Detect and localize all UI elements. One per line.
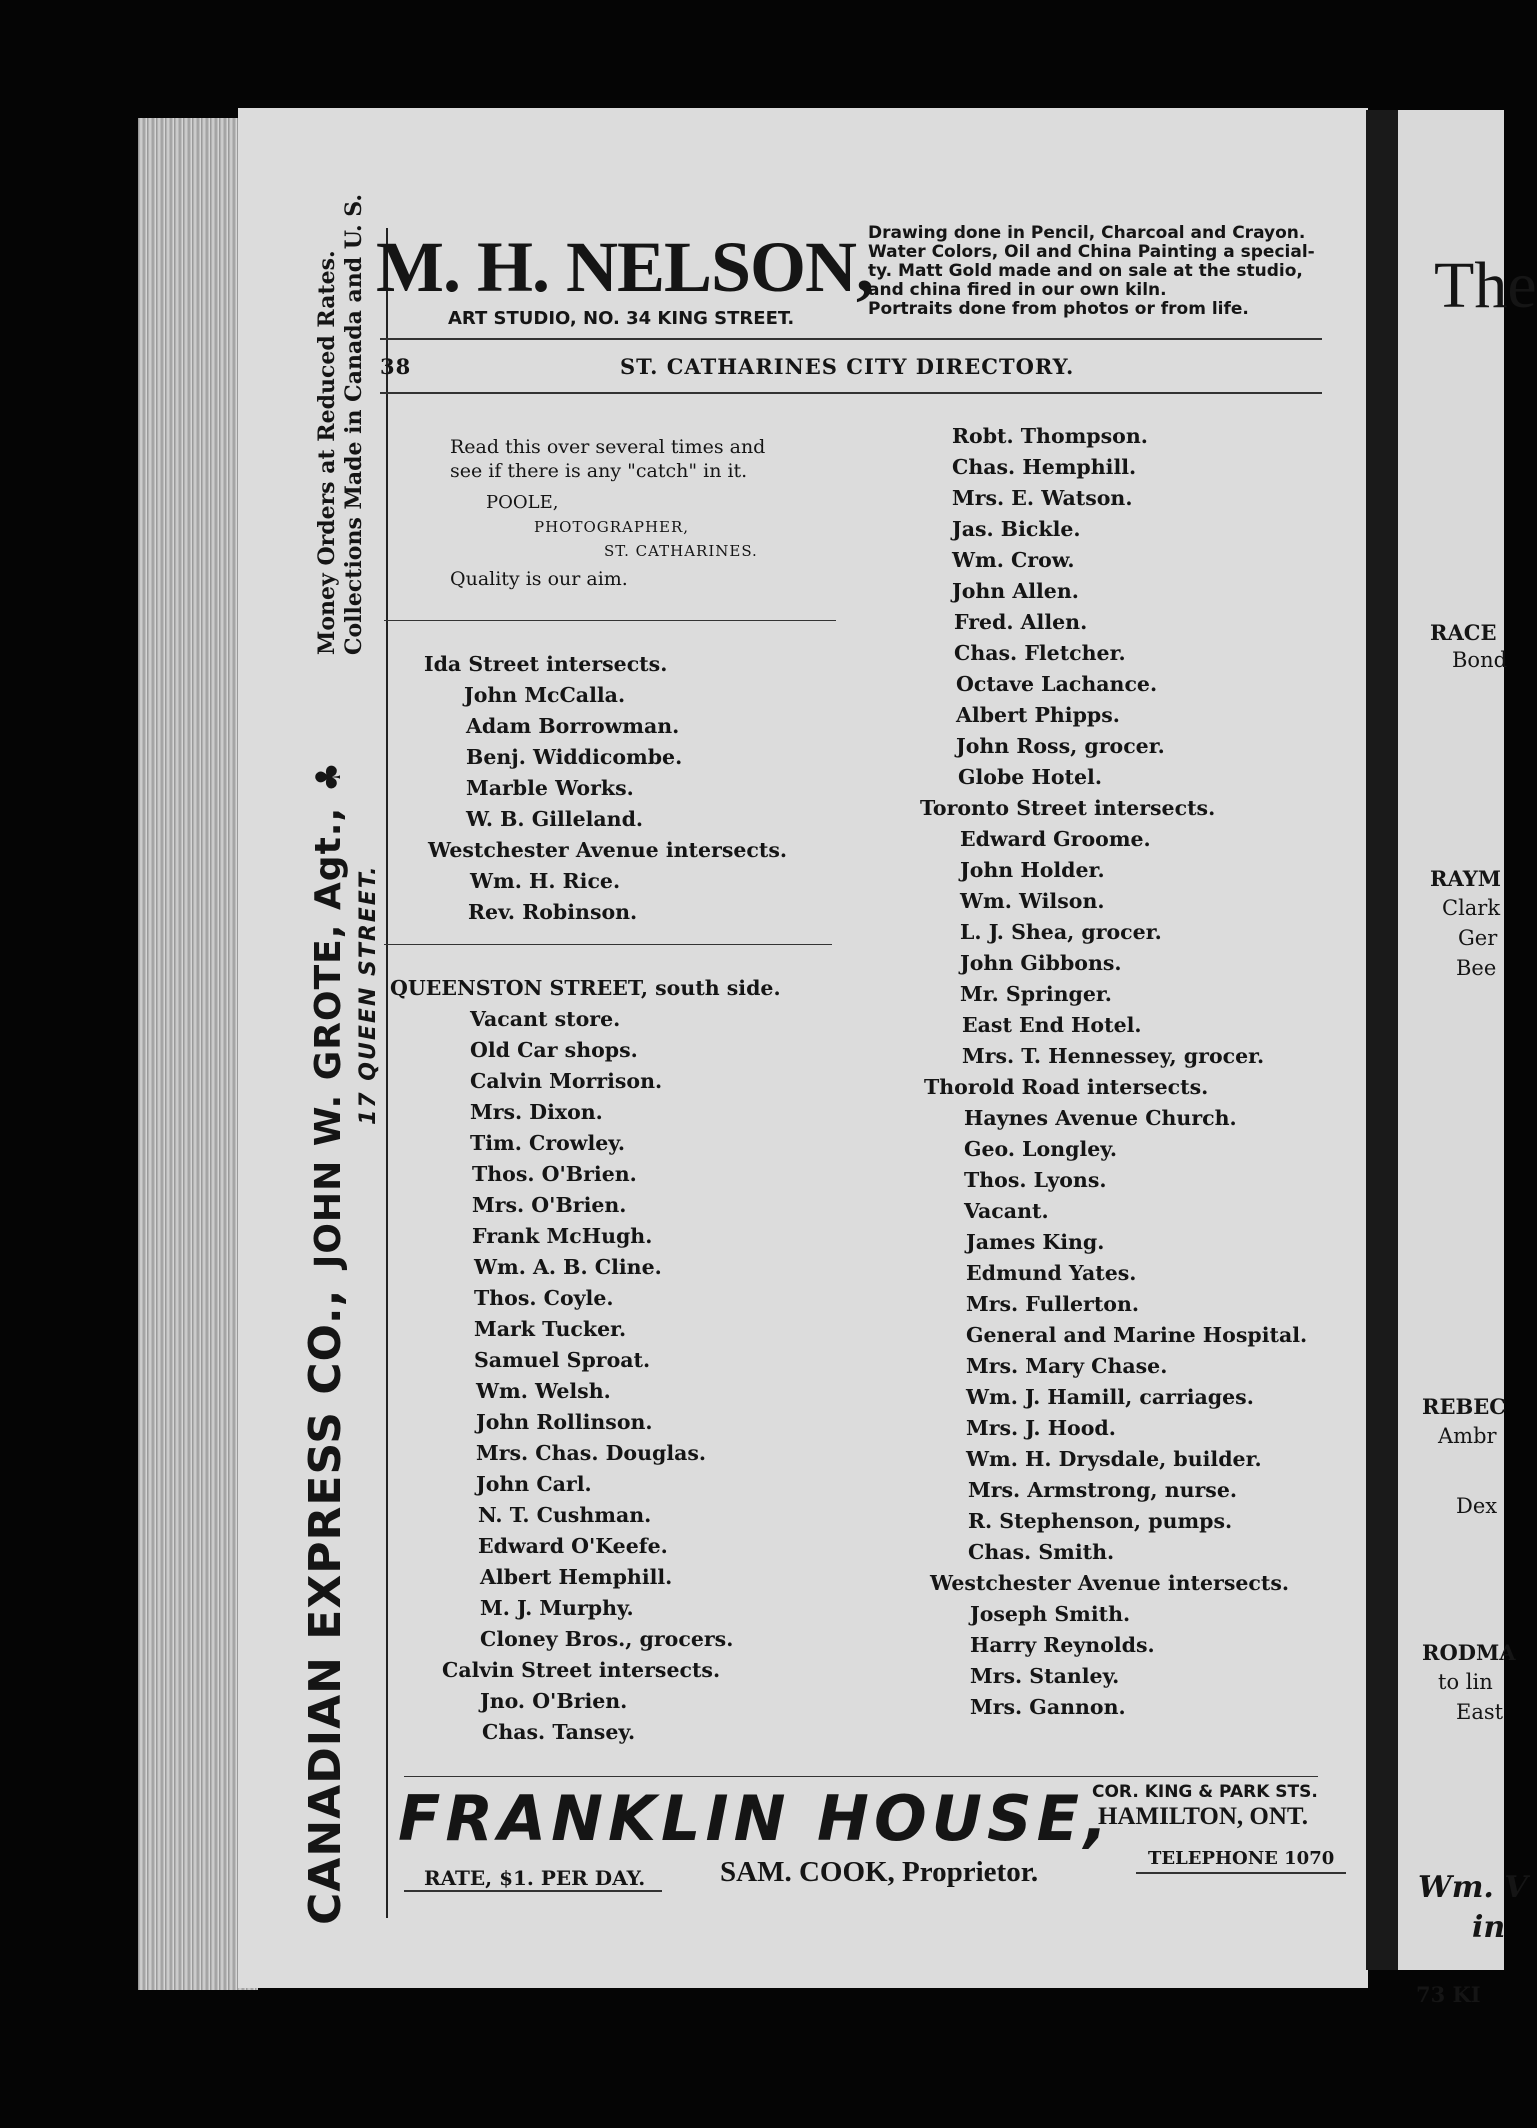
list-item: Mrs. Chas. Douglas. [476,1441,707,1465]
list-item: Edward Groome. [960,827,1151,851]
list-item: Mrs. Armstrong, nurse. [968,1478,1238,1502]
franklin-house-telephone: TELEPHONE 1070 [1148,1848,1335,1869]
list-item: Thos. Lyons. [964,1168,1107,1192]
list-item: Harry Reynolds. [970,1633,1155,1657]
list-item: Albert Phipps. [956,703,1120,727]
list-item: Wm. H. Rice. [470,869,621,893]
list-item: Mrs. Mary Chase. [966,1354,1168,1378]
list-item: Benj. Widdicombe. [466,745,683,769]
list-item: John Holder. [960,858,1105,882]
list-item: James King. [966,1230,1105,1254]
list-item: Mrs. Gannon. [970,1695,1126,1719]
list-item: Mrs. Stanley. [970,1664,1120,1688]
street-heading: QUEENSTON STREET, south side. [390,976,781,1000]
next-page-text: Clark [1442,896,1501,920]
list-item: W. B. Gilleland. [466,807,644,831]
franklin-house-name: FRANKLIN HOUSE, [398,1782,1113,1855]
list-item: M. J. Murphy. [480,1596,634,1620]
franklin-house-corner: COR. KING & PARK STS. [1092,1782,1318,1802]
list-item: Adam Borrowman. [466,714,680,738]
list-item: John McCalla. [464,683,626,707]
list-item: Wm. J. Hamill, carriages. [966,1385,1254,1409]
list-item: Mrs. E. Watson. [952,486,1133,510]
section-rule [384,944,832,945]
nelson-ad-name: M. H. NELSON, [376,227,874,307]
list-item: John Ross, grocer. [956,734,1165,758]
next-page-text: RACE [1430,620,1497,645]
list-item: Wm. A. B. Cline. [474,1255,662,1279]
list-item: Vacant. [964,1199,1049,1223]
list-item: Mrs. Fullerton. [966,1292,1140,1316]
list-item: R. Stephenson, pumps. [968,1509,1233,1533]
list-item: Mrs. Dixon. [470,1100,603,1124]
next-page-text: RODMA [1422,1640,1516,1665]
list-item: Wm. Wilson. [960,889,1105,913]
franklin-house-city: HAMILTON, ONT. [1098,1803,1308,1830]
list-item: East End Hotel. [962,1013,1142,1037]
street-intersection: Thorold Road intersects. [924,1075,1209,1099]
express-agent-name: JOHN W. GROTE, Agt., [308,806,349,1269]
next-page-text: Ger [1458,926,1498,950]
list-item: Cloney Bros., grocers. [480,1627,734,1651]
list-item: Edward O'Keefe. [478,1534,668,1558]
next-page-text: The [1434,249,1537,322]
rate-underline [404,1890,662,1892]
list-item: Frank McHugh. [472,1224,653,1248]
next-page-text: 73 KI [1416,1982,1481,2007]
list-item: Samuel Sproat. [474,1348,651,1372]
list-item: Mr. Springer. [960,982,1112,1006]
next-page-text: RAYM [1430,866,1501,891]
nelson-ad-address: ART STUDIO, NO. 34 KING STREET. [448,308,795,329]
list-item: Mark Tucker. [474,1317,627,1341]
express-company-name: CANADIAN EXPRESS CO., [300,1288,351,1925]
express-company-sidebar-ad [300,193,430,1925]
list-item: Tim. Crowley. [470,1131,625,1155]
list-item: John Carl. [476,1472,592,1496]
next-page-text: Bond [1452,648,1508,672]
page-header-rule [380,392,1322,394]
list-item: Mrs. O'Brien. [472,1193,627,1217]
sidebar-divider [386,228,388,1918]
list-item: John Gibbons. [960,951,1122,975]
list-item: Wm. Crow. [952,548,1075,572]
list-item: Thos. O'Brien. [472,1162,637,1186]
list-item: Calvin Morrison. [470,1069,663,1093]
next-page-text: to lin [1438,1670,1493,1694]
list-item: Chas. Fletcher. [954,641,1126,665]
list-item: Thos. Coyle. [474,1286,614,1310]
list-item: Chas. Tansey. [482,1720,636,1744]
street-intersection: Calvin Street intersects. [442,1658,721,1682]
promo-rule [384,620,836,621]
list-item: Geo. Longley. [964,1137,1117,1161]
street-intersection: Westchester Avenue intersects. [930,1571,1290,1595]
list-item: Chas. Hemphill. [952,455,1137,479]
next-page-text: East [1456,1700,1504,1724]
next-page-text: REBEC [1422,1394,1506,1419]
list-item: Wm. H. Drysdale, builder. [966,1447,1262,1471]
express-note-money-orders: Money Orders at Reduced Rates. [314,250,340,655]
footer-top-rule [404,1776,1318,1777]
list-item: Fred. Allen. [954,610,1088,634]
street-intersection: Toronto Street intersects. [920,796,1216,820]
franklin-house-proprietor: SAM. COOK, Proprietor. [720,1856,1039,1888]
list-item: Old Car shops. [470,1038,638,1062]
list-item: John Allen. [952,579,1079,603]
list-item: Octave Lachance. [956,672,1158,696]
list-item: Rev. Robinson. [468,900,638,924]
list-item: L. J. Shea, grocer. [960,920,1162,944]
list-item: Haynes Avenue Church. [964,1106,1237,1130]
list-item: General and Marine Hospital. [966,1323,1308,1347]
list-item: Mrs. J. Hood. [966,1416,1116,1440]
list-item: Vacant store. [470,1007,621,1031]
street-intersection: Ida Street intersects. [424,652,668,676]
street-intersection: Westchester Avenue intersects. [428,838,788,862]
express-address: 17 QUEEN STREET. [356,864,381,1125]
list-item: Mrs. T. Hennessey, grocer. [962,1044,1265,1068]
list-item: Edmund Yates. [966,1261,1137,1285]
list-item: John Rollinson. [476,1410,653,1434]
page-number: 38 [380,354,412,379]
book-gutter [1366,110,1400,1970]
header-rule [380,338,1322,340]
next-page-text: Wm. V [1418,1870,1528,1905]
next-page-text: in [1472,1910,1506,1945]
next-page-fragment [1398,110,1537,2007]
list-item: N. T. Cushman. [478,1503,652,1527]
clover-ornament-icon: ♣ [309,760,349,793]
list-item: Joseph Smith. [970,1602,1131,1626]
list-item: Chas. Smith. [968,1540,1115,1564]
list-item: Marble Works. [466,776,634,800]
list-item: Jno. O'Brien. [480,1689,628,1713]
list-item: Robt. Thompson. [952,424,1148,448]
next-page-text: Ambr [1438,1424,1497,1448]
list-item: Wm. Welsh. [476,1379,611,1403]
express-note-collections: Collections Made in Canada and U. S. [341,193,367,655]
franklin-house-rate: RATE, $1. PER DAY. [424,1866,646,1890]
next-page-text: Dex [1456,1494,1498,1518]
list-item: Jas. Bickle. [952,517,1081,541]
telephone-underline [1136,1872,1346,1874]
list-item: Albert Hemphill. [480,1565,673,1589]
next-page-text: Bee [1456,956,1497,980]
nelson-ad-description: Drawing done in Pencil, Charcoal and Crayon. Water Colors, Oil and China Painting a special- ty. Matt Gold made and on sale at the studio, and china fired in our own kiln. Portraits done from photos or from life. [868,223,1315,319]
list-item: Globe Hotel. [958,765,1102,789]
page-title: ST. CATHARINES CITY DIRECTORY. [620,354,1075,379]
